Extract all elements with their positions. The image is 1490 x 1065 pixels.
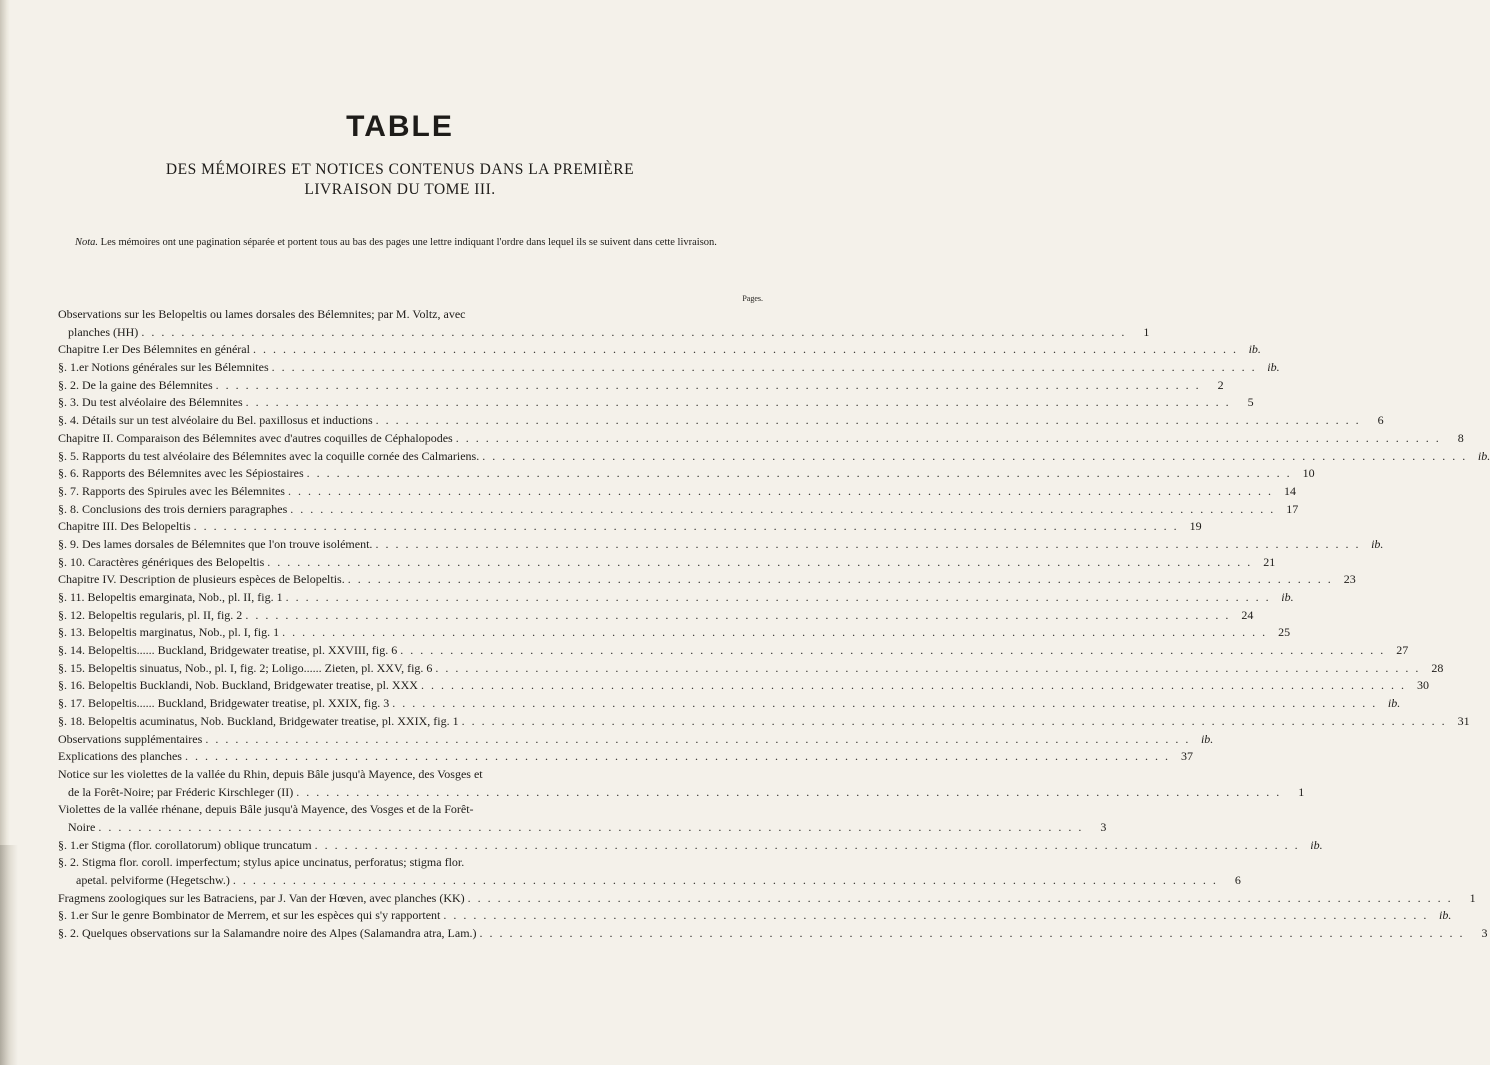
toc-entry-text: §. 6. Rapports des Bélemnites avec les Sépiostaires — [58, 466, 304, 481]
dot-leader — [312, 837, 1303, 855]
toc-entry — [58, 448, 1490, 466]
nota-paragraph — [55, 235, 760, 250]
dot-leader — [202, 731, 1193, 749]
dot-leader — [243, 394, 1234, 412]
dot-leader — [191, 518, 1182, 536]
toc-entry-page: 31 — [1457, 713, 1470, 728]
toc-entry — [58, 731, 1214, 749]
toc-entry-text: §. 16. Belopeltis Bucklandi, Nob. Buckland, Bridgewater treatise, pl. XXX — [58, 678, 418, 693]
toc-entry — [58, 324, 1150, 342]
toc-entry-page: 30 — [1416, 678, 1429, 693]
dot-leader — [230, 872, 1221, 890]
toc-entry — [58, 536, 1384, 554]
dot-leader — [285, 483, 1276, 501]
dot-leader — [373, 412, 1364, 430]
dot-leader — [477, 925, 1468, 943]
toc-entry-text: §. 3. Du test alvéolaire des Bélemnites — [58, 395, 243, 410]
toc-entry-text: §. 1.er Sur le genre Bombinator de Merrem, et sur les espèces qui s'y rapportent — [58, 908, 441, 923]
toc-entry-page: 10 — [1302, 466, 1315, 481]
toc-entry-text: §. 7. Rapports des Spirules avec les Bélemnites — [58, 483, 285, 498]
toc-entry-page: ib. — [1281, 590, 1294, 604]
toc-entry-text: §. 8. Conclusions des trois derniers paragraphes — [58, 501, 288, 516]
dot-leader — [264, 554, 1255, 572]
toc-entry — [58, 837, 1323, 855]
subtitle-line-2: LIVRAISON DU TOME III. — [304, 181, 496, 198]
dot-leader — [397, 642, 1388, 660]
toc-entry — [58, 412, 1384, 430]
dot-leader — [432, 660, 1423, 678]
dot-leader — [269, 359, 1260, 377]
toc-entry-text: Chapitre II. Comparaison des Bélemnites avec d'autres coquilles de Céphalopodes — [58, 430, 453, 445]
toc-entry-page: 37 — [1180, 749, 1193, 764]
dot-leader — [389, 695, 1380, 713]
toc-entry — [58, 554, 1276, 572]
toc-entry-text: Chapitre III. Des Belopeltis — [58, 519, 191, 534]
dot-leader — [459, 713, 1450, 731]
dot-leader — [418, 677, 1409, 695]
toc-entry-page: ib. — [1477, 448, 1490, 463]
toc-entry-text: §. 2. Quelques observations sur la Salamandre noire des Alpes (Salamandra atra, Lam.) — [58, 926, 477, 941]
toc-entry-text: §. 12. Belopeltis regularis, pl. II, fig. 2 — [58, 607, 243, 622]
toc-entry-page: ib. — [1387, 696, 1401, 711]
toc-entry — [58, 377, 1224, 395]
toc-entry — [58, 642, 1409, 660]
toc-entry-page: 14 — [1283, 483, 1296, 498]
toc-entry — [58, 483, 1296, 501]
dot-leader — [372, 536, 1363, 554]
toc-entry-page: ib. — [1371, 536, 1384, 551]
toc-entry-page: 28 — [1431, 660, 1444, 675]
toc-entry-page: 2 — [1217, 377, 1224, 392]
toc-entry — [58, 624, 1291, 642]
toc-entry-text: planches (HH) — [68, 324, 139, 339]
dot-leader — [283, 589, 1274, 607]
dot-leader — [345, 571, 1336, 589]
pages-column-label: Pages. — [742, 294, 763, 303]
toc-entry-page: 21 — [1263, 554, 1276, 569]
toc-entry — [58, 359, 1280, 377]
toc-entry — [58, 660, 1444, 678]
toc-entry-text: Notice sur les violettes de la vallée du Rhin, depuis Bâle jusqu'à Mayence, des Vosges et — [58, 766, 483, 781]
toc-entry — [58, 872, 1241, 890]
dot-leader — [479, 448, 1470, 466]
toc-entry — [58, 465, 1315, 483]
toc-entry — [58, 766, 766, 784]
dot-leader — [287, 501, 1278, 519]
dot-leader — [304, 465, 1295, 483]
toc-entry — [58, 571, 1356, 589]
toc-entry-text: apetal. pelviforme (Hegetschw.) — [76, 873, 230, 887]
toc-entry-page: 1 — [1143, 324, 1150, 339]
toc-entry-page: 1 — [1469, 890, 1476, 905]
toc-entry — [58, 801, 766, 819]
dot-leader — [242, 607, 1233, 625]
dot-leader — [465, 890, 1456, 908]
toc-entry-page: 8 — [1457, 430, 1464, 445]
toc-entry-text: §. 9. Des lames dorsales de Bélemnites que l'on trouve isolément. — [58, 536, 373, 551]
toc-entry-text: Fragmens zoologiques sur les Batraciens, par J. Van der Hœven, avec planches (KK) — [58, 890, 465, 905]
dot-leader — [250, 341, 1241, 359]
toc-entry-page: ib. — [1439, 908, 1452, 923]
toc-entry-text: §. 4. Détails sur un test alvéolaire du Bel. paxillosus et inductions — [58, 413, 373, 428]
toc-entry-page: ib. — [1310, 837, 1323, 852]
toc-entry — [58, 501, 1299, 519]
toc-entry — [58, 677, 1429, 695]
toc-entry-page: ib. — [1248, 342, 1261, 357]
toc-entry-text: §. 5. Rapports du test alvéolaire des Bélemnites avec la coquille cornée des Calmariens. — [58, 448, 480, 463]
dot-leader — [213, 377, 1204, 395]
toc-entry — [58, 819, 1107, 837]
toc-entry — [58, 430, 1464, 448]
dot-leader — [453, 430, 1444, 448]
page-subtitle — [0, 160, 800, 200]
toc-entry — [58, 394, 1254, 412]
toc-entry — [58, 784, 1305, 802]
toc-entry-text: Observations supplémentaires — [58, 731, 203, 746]
dot-leader — [440, 907, 1431, 925]
toc-entry — [58, 695, 1401, 713]
toc-entry — [58, 907, 1452, 925]
toc-entry-text: Explications des planches — [58, 749, 182, 764]
toc-entry-page: 3 — [1481, 926, 1488, 941]
toc-entry-text: §. 2. De la gaine des Bélemnites — [58, 377, 213, 392]
dot-leader — [182, 748, 1173, 766]
toc-entry-page: 6 — [1377, 413, 1384, 428]
toc-entry — [58, 518, 1202, 536]
toc-entry-text: §. 11. Belopeltis emarginata, Nob., pl. II, fig. 1 — [58, 590, 283, 604]
toc-entry-page: 1 — [1298, 784, 1305, 799]
toc-entry-text: §. 2. Stigma flor. coroll. imperfectum; stylus apice uncinatus, perforatus; stigma flor. — [58, 855, 465, 870]
toc-entry — [58, 713, 1470, 731]
toc-entry-text: §. 1.er Stigma (flor. corollatorum) oblique truncatum — [58, 837, 312, 852]
table-of-contents — [58, 306, 1490, 943]
nota-text: Les mémoires ont une pagination séparée et portent tous au bas des pages une lettre indiquant l'ordre dans lequel ils se suivent dans cette livraison. — [98, 237, 717, 248]
page-edge-shadow-lower — [0, 845, 18, 1065]
toc-entry-page: 6 — [1234, 873, 1241, 887]
toc-entry — [58, 589, 1294, 607]
dot-leader — [95, 819, 1086, 837]
toc-entry-page: ib. — [1267, 360, 1280, 375]
toc-entry-text: Violettes de la vallée rhénane, depuis Bâle jusqu'à Mayence, des Vosges et de la Forêt- — [58, 802, 474, 817]
toc-entry-page: 27 — [1396, 643, 1409, 658]
dot-leader — [138, 324, 1129, 342]
toc-entry-text: §. 15. Belopeltis sinuatus, Nob., pl. I, fig. 2; Loligo...... Zieten, pl. XXV, fig. 6 — [58, 660, 433, 675]
toc-entry-page: ib. — [1200, 731, 1214, 746]
toc-entry-text: §. 10. Caractères génériques des Belopeltis — [58, 554, 265, 569]
toc-entry-text: §. 18. Belopeltis acuminatus, Nob. Buckland, Bridgewater treatise, pl. XXIX, fig. 1 — [58, 713, 459, 728]
toc-entry-text: Observations sur les Belopeltis ou lames dorsales des Bélemnites; par M. Voltz, avec — [58, 307, 466, 321]
toc-entry-text: §. 14. Belopeltis...... Buckland, Bridgewater treatise, pl. XXVIII, fig. 6 — [58, 643, 398, 658]
dot-leader — [279, 624, 1270, 642]
toc-entry-text: de la Forêt-Noire; par Fréderic Kirschleger (II) — [68, 784, 294, 799]
toc-entry — [58, 341, 1261, 359]
nota-label: Nota. — [75, 237, 99, 248]
toc-entry — [58, 925, 1488, 943]
page-title: TABLE — [346, 110, 454, 143]
toc-entry-page: 25 — [1278, 625, 1291, 640]
subtitle-line-1: DES MÉMOIRES ET NOTICES CONTENUS DANS LA PREMIÈRE — [165, 161, 635, 178]
toc-entry-page: 19 — [1189, 519, 1202, 534]
toc-entry-page: 5 — [1247, 395, 1254, 410]
toc-entry-text: Chapitre I.er Des Bélemnites en général — [58, 342, 250, 357]
toc-entry-page: 17 — [1286, 501, 1299, 516]
toc-entry-page: 23 — [1343, 572, 1356, 587]
toc-entry — [58, 854, 766, 872]
toc-entry-text: Noire — [68, 819, 96, 834]
toc-entry — [58, 890, 1476, 908]
toc-entry-text: §. 13. Belopeltis marginatus, Nob., pl. I, fig. 1 — [58, 625, 280, 640]
toc-entry-text: Chapitre IV. Description de plusieurs espèces de Belopeltis. — [58, 572, 345, 587]
toc-entry-text: §. 1.er Notions générales sur les Bélemnites — [58, 360, 269, 375]
toc-entry — [58, 607, 1254, 625]
toc-entry-page: 3 — [1100, 819, 1107, 834]
toc-entry — [58, 306, 766, 324]
toc-entry-page: 24 — [1241, 607, 1254, 622]
toc-entry-text: §. 17. Belopeltis...... Buckland, Bridgewater treatise, pl. XXIX, fig. 3 — [58, 696, 390, 711]
dot-leader — [293, 784, 1284, 802]
toc-entry — [58, 748, 1193, 766]
